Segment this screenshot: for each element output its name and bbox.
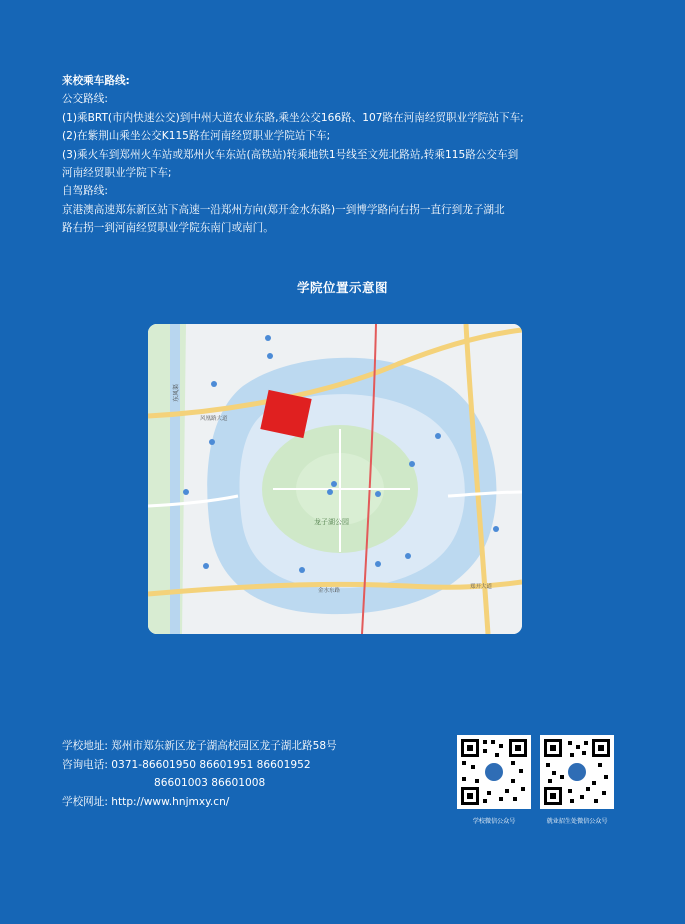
qr-admission-wechat [540, 735, 614, 825]
bus-heading: 公交路线: [62, 93, 108, 106]
qr-code-school-wechat [457, 735, 531, 809]
phone-line-2: 86601003 86601008 [154, 777, 266, 790]
map-label-road-north: 风凰路大道 [200, 416, 228, 422]
map-graphic [148, 324, 522, 634]
contact-section [62, 737, 337, 811]
qr-caption-admission-wechat: 就业招生处微信公众号 [546, 818, 608, 825]
bus-route-3b: 河南经贸职业学院下车; [62, 167, 172, 180]
map-label-road-east: 郑开大道 [470, 584, 493, 590]
bus-route-3a: (3)乘火车到郑州火车站或郑州火车东站(高铁站)转乘地铁1号线至文苑北路站,转乘115路公交车到 [62, 148, 519, 161]
bus-route-1: (1)乘BRT(市内快速公交)到中州大道农业东路,乘坐公交166路、107路在河南经贸职业学院站下车; [62, 111, 524, 124]
route-section [62, 72, 622, 238]
bus-route-2: (2)在紫荆山乘坐公交K115路在河南经贸职业学院站下车; [62, 130, 331, 143]
location-map [148, 324, 522, 634]
map-label-road-south: 金水东路 [318, 588, 341, 594]
school-address: 学校地址: 郑州市郑东新区龙子湖高校园区龙子湖北路58号 [62, 740, 337, 752]
phone-line-1: 咨询电话: 0371-86601950 86601951 86601952 [62, 758, 311, 771]
drive-route-1: 京港澳高速郑东新区站下高速一沿郑州方向(郑开金水东路)一到博学路向右拐一直行到龙子湖北 [62, 203, 505, 216]
school-website: 学校网址: http://www.hnjmxy.cn/ [62, 795, 230, 808]
drive-heading: 自驾路线: [62, 185, 108, 198]
route-title: 来校乘车路线: [62, 75, 130, 87]
drive-route-2: 路右拐一到河南经贸职业学院东南门或南门。 [62, 222, 274, 235]
map-label-park: 龙子湖公园 [314, 518, 349, 526]
qr-school-wechat [457, 735, 531, 825]
map-title: 学院位置示意图 [296, 280, 388, 295]
qr-caption-school-wechat: 学校微信公众号 [472, 818, 516, 825]
map-label-road-west: 东风渠 [173, 383, 180, 402]
qr-code-admission-wechat [540, 735, 614, 809]
